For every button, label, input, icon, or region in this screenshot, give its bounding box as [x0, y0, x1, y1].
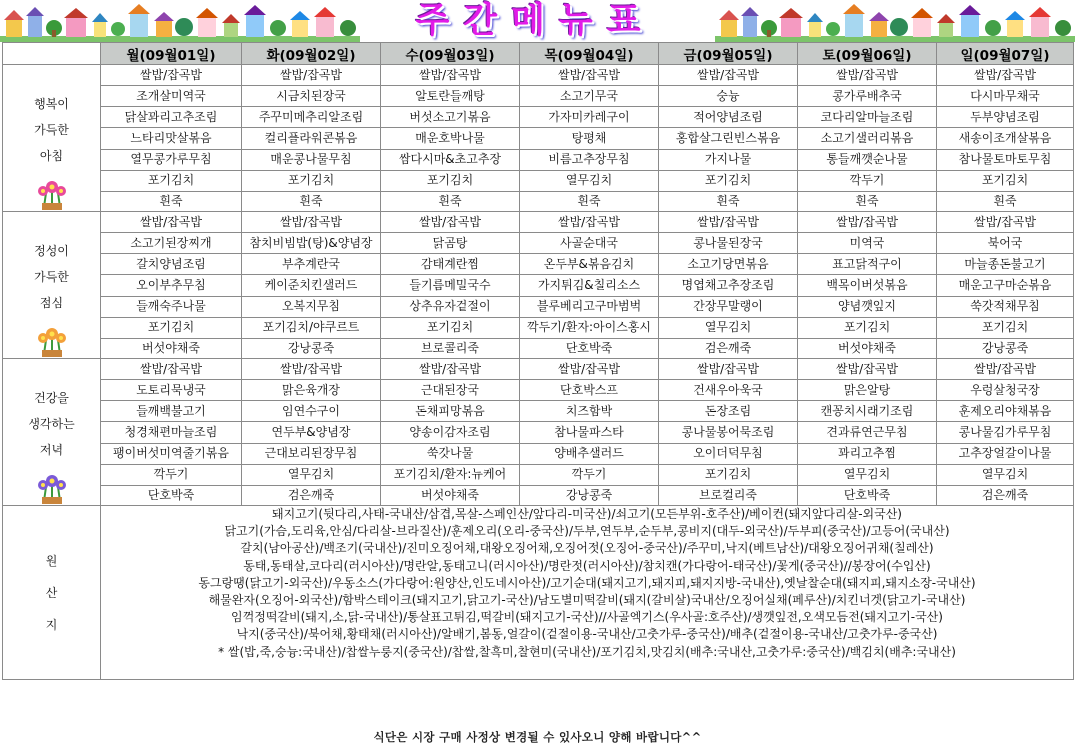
menu-row — [3, 107, 1074, 128]
menu-item: 쌀밥/잡곡밥 — [937, 212, 1074, 233]
porridge-item: 검은깨죽 — [937, 485, 1074, 505]
menu-item: 견과류연근무침 — [798, 422, 937, 443]
day-header: 목(09월04일) — [520, 43, 659, 65]
menu-item: 코다리알마늘조림 — [798, 107, 937, 128]
menu-item: 적어양념조림 — [659, 107, 798, 128]
menu-item: 쌀밥/잡곡밥 — [798, 65, 937, 86]
menu-item: 명엽채고추장조림 — [659, 275, 798, 296]
menu-row — [3, 254, 1074, 275]
menu-item: 느타리맛살볶음 — [101, 128, 242, 149]
porridge-item: 버섯야채죽 — [381, 485, 520, 505]
menu-item: 열무콩가루무침 — [101, 149, 242, 170]
menu-item: 참치비빔밥(탕)&양념장 — [242, 233, 381, 254]
porridge-item: 흰죽 — [520, 191, 659, 211]
menu-item: 소고기된장찌개 — [101, 233, 242, 254]
menu-item: 매운콩나물무침 — [242, 149, 381, 170]
menu-item: 북어국 — [937, 233, 1074, 254]
menu-item: 우렁살청국장 — [937, 380, 1074, 401]
menu-item: 임연수구이 — [242, 401, 381, 422]
porridge-item: 브로콜리죽 — [381, 338, 520, 358]
menu-item: 매운호박나물 — [381, 128, 520, 149]
menu-item: 소고기당면볶음 — [659, 254, 798, 275]
menu-item: 고추장얼갈이나물 — [937, 443, 1074, 464]
porridge-item: 단호박죽 — [101, 485, 242, 505]
porridge-item: 단호박죽 — [520, 338, 659, 358]
menu-item: 깍두기 — [798, 170, 937, 191]
menu-item: 포기김치 — [937, 170, 1074, 191]
menu-item: 케이준치킨샐러드 — [242, 275, 381, 296]
menu-item: 알토란들깨탕 — [381, 86, 520, 107]
day-header-row — [3, 43, 1074, 65]
menu-item: 깍두기/환자:아이스홍시 — [520, 317, 659, 338]
porridge-item: 버섯야채죽 — [798, 338, 937, 358]
menu-item: 돈장조림 — [659, 401, 798, 422]
menu-row — [3, 380, 1074, 401]
menu-item: 도토리묵냉국 — [101, 380, 242, 401]
menu-item: 상추유자겉절이 — [381, 296, 520, 317]
menu-item: 쌀밥/잡곡밥 — [798, 212, 937, 233]
origin-line: * 쌀(밥,죽,숭늉:국내산)/찹쌀누룽지(중국산)/찹쌀,찰흑미,찰현미(국내산)/포기김치,맛김치(배추:국내산,고춧가루:중국산)/백김치(배추:국내산) — [218, 644, 956, 659]
menu-row — [3, 443, 1074, 464]
day-header: 토(09월06일) — [798, 43, 937, 65]
menu-row — [3, 128, 1074, 149]
menu-item: 쌀밥/잡곡밥 — [381, 212, 520, 233]
menu-item: 쌈다시마&초고추장 — [381, 149, 520, 170]
page-title: 주간메뉴표 — [415, 1, 655, 41]
menu-item: 단호박스프 — [520, 380, 659, 401]
origin-line: 갈치(남아공산)/백조기(국내산)/진미오징어채,대왕오징어채,오징어젓(오징어-중국산)/주꾸미,낙지(베트남산)/대왕오징어귀채(칠레산) — [240, 541, 934, 556]
menu-item: 온두부&볶음김치 — [520, 254, 659, 275]
menu-item: 감태계란찜 — [381, 254, 520, 275]
menu-row — [3, 464, 1074, 485]
menu-row — [3, 275, 1074, 296]
origin-line: 낙지(중국산)/북어채,황태채(러시아산)/알배기,봄동,얼갈이(겉절이용-국내산/고춧가루-중국산)/배추(겉절이용-국내산/고춧가루-중국산) — [236, 627, 938, 642]
porridge-row — [3, 191, 1074, 211]
porridge-row — [3, 338, 1074, 358]
menu-item: 쌀밥/잡곡밥 — [937, 359, 1074, 380]
flower-pot-icon — [32, 177, 72, 211]
menu-item: 소고기무국 — [520, 86, 659, 107]
menu-row — [3, 317, 1074, 338]
meal-label — [3, 65, 101, 212]
meal-label-line: 가득한 — [34, 123, 69, 137]
menu-item: 열무김치 — [659, 317, 798, 338]
menu-item: 통들깨깻순나물 — [798, 149, 937, 170]
menu-item: 비름고추장무침 — [520, 149, 659, 170]
porridge-row — [3, 485, 1074, 505]
menu-item: 포기김치 — [242, 170, 381, 191]
meal-label-line: 저녁 — [39, 443, 64, 457]
menu-item: 열무김치 — [798, 464, 937, 485]
menu-item: 콩나물김가루무침 — [937, 422, 1074, 443]
origin-line: 해물완자(오징어-외국산)/함박스테이크(돼지고기,닭고기-국산)/남도별미떡갈비(돼지(갈비살)국내산/오징어실채(페루산)/치킨너겟(닭고기-국내산) — [208, 593, 966, 608]
menu-item: 깍두기 — [101, 464, 242, 485]
menu-item: 오이부추무침 — [101, 275, 242, 296]
notice-text: 식단은 시장 구매 사정상 변경될 수 있사오니 양해 바랍니다^^ — [373, 730, 702, 744]
menu-row — [3, 422, 1074, 443]
menu-item: 근대된장국 — [381, 380, 520, 401]
menu-item: 탕평채 — [520, 128, 659, 149]
menu-row — [3, 359, 1074, 380]
day-header: 화(09월02일) — [242, 43, 381, 65]
menu-item: 포기김치 — [937, 317, 1074, 338]
porridge-item: 브로컬리죽 — [659, 485, 798, 505]
menu-item: 쌀밥/잡곡밥 — [242, 212, 381, 233]
menu-item: 쌀밥/잡곡밥 — [659, 359, 798, 380]
menu-item: 쌀밥/잡곡밥 — [242, 359, 381, 380]
porridge-item: 검은깨죽 — [659, 338, 798, 358]
origin-line: 동태,동태살,코다리(러시아산)/명란알,동태고니(러시아산)/명란젓(러시아산)/참치캔(가다랑어-태국산)/꽃게(중국산)//봉장어(수입산) — [243, 558, 931, 573]
menu-item: 오복지무침 — [242, 296, 381, 317]
menu-item: 열무김치 — [520, 170, 659, 191]
origin-label-line: 산 — [45, 585, 58, 600]
menu-item: 치즈함박 — [520, 401, 659, 422]
origin-line: 임꺽정떡갈비(돼지,소,닭-국내산)/통살표고튀김,떡갈비(돼지고기-국산)//사골엑기스(우사골:호주산)/생깻잎전,오색모듬전(돼지고기-국산) — [231, 610, 943, 625]
menu-item: 버섯소고기볶음 — [381, 107, 520, 128]
menu-item: 오이더덕무침 — [659, 443, 798, 464]
menu-row — [3, 170, 1074, 191]
menu-item: 쌀밥/잡곡밥 — [520, 212, 659, 233]
menu-item: 백목이버섯볶음 — [798, 275, 937, 296]
menu-item: 양송이감자조림 — [381, 422, 520, 443]
meal-label-line: 점심 — [39, 296, 64, 310]
menu-item: 콩나물봉어묵조림 — [659, 422, 798, 443]
porridge-item: 흰죽 — [659, 191, 798, 211]
menu-item: 사골순대국 — [520, 233, 659, 254]
menu-item: 콩가루배추국 — [798, 86, 937, 107]
menu-item: 새송이조개살볶음 — [937, 128, 1074, 149]
menu-item: 맑은육개장 — [242, 380, 381, 401]
menu-row — [3, 212, 1074, 233]
menu-item: 소고기샐러리볶음 — [798, 128, 937, 149]
menu-item: 매운고구마순볶음 — [937, 275, 1074, 296]
origin-label-line: 원 — [45, 553, 58, 568]
menu-row — [3, 401, 1074, 422]
menu-row — [3, 65, 1074, 86]
menu-item: 들깨백불고기 — [101, 401, 242, 422]
meal-label-line: 가득한 — [34, 270, 69, 284]
menu-item: 열무김치 — [937, 464, 1074, 485]
menu-item: 포기김치 — [798, 317, 937, 338]
origin-row — [3, 506, 1074, 680]
menu-item: 시금치된장국 — [242, 86, 381, 107]
meal-label-text — [3, 238, 100, 316]
menu-item: 포기김치 — [659, 464, 798, 485]
flower-pot-icon — [32, 324, 72, 358]
menu-item: 두부양념조림 — [937, 107, 1074, 128]
menu-item: 닭살꽈리고추조림 — [101, 107, 242, 128]
menu-item: 표고닭적구이 — [798, 254, 937, 275]
day-header: 월(09월01일) — [101, 43, 242, 65]
menu-row — [3, 86, 1074, 107]
weekly-menu-table — [2, 42, 1074, 680]
menu-item: 쌀밥/잡곡밥 — [659, 65, 798, 86]
meal-label-line: 행복이 — [34, 97, 69, 111]
menu-item: 부추계란국 — [242, 254, 381, 275]
menu-item: 꽈리고추찜 — [798, 443, 937, 464]
origin-line: 닭고기(가슴,도리육,안심/다리살-브라질산)/훈제오리(오리-중국산)/두부,연두부,순두부,콩비지(대두-외국산)/두부피(중국산)/고등어(국내산) — [224, 524, 950, 539]
origin-line: 동그랑땡(닭고기-외국산)/우동소스(가다랑어:원양산,인도네시아산)/고기순대(돼지고기,돼지피,돼지지방-국내산),옛날찰순대(돼지피,돼지소장-국내산) — [198, 575, 976, 590]
menu-item: 청경채편마늘조림 — [101, 422, 242, 443]
day-header: 일(09월07일) — [937, 43, 1074, 65]
meal-label — [3, 212, 101, 359]
menu-item: 깍두기 — [520, 464, 659, 485]
menu-item: 쌀밥/잡곡밥 — [520, 359, 659, 380]
menu-item: 다시마무채국 — [937, 86, 1074, 107]
meal-label-line: 생각하는 — [28, 417, 75, 431]
day-header: 수(09월03일) — [381, 43, 520, 65]
menu-item: 포기김치 — [101, 317, 242, 338]
meal-label-line: 건강을 — [34, 391, 69, 405]
origin-line: 돼지고기(뒷다리,사태-국내산/삼겹,목살-스페인산/앞다리-미국산)/쇠고기(모든부위-호주산)/베이컨(돼지앞다리살-외국산) — [272, 507, 902, 521]
menu-item: 쌀밥/잡곡밥 — [520, 65, 659, 86]
meal-label-text — [3, 385, 100, 463]
origin-label-line: 지 — [45, 617, 58, 632]
menu-item: 주꾸미메추리알조림 — [242, 107, 381, 128]
menu-item: 팽이버섯미역줄기볶음 — [101, 443, 242, 464]
menu-row — [3, 233, 1074, 254]
menu-row — [3, 149, 1074, 170]
porridge-item: 강낭콩죽 — [520, 485, 659, 505]
porridge-item: 버섯야채죽 — [101, 338, 242, 358]
meal-label-line: 아침 — [39, 149, 64, 163]
porridge-item: 단호박죽 — [798, 485, 937, 505]
menu-item: 쑥갓적채무침 — [937, 296, 1074, 317]
porridge-item: 검은깨죽 — [242, 485, 381, 505]
menu-item: 포기김치/환자:뉴케어 — [381, 464, 520, 485]
porridge-item: 흰죽 — [381, 191, 520, 211]
porridge-item: 강낭콩죽 — [937, 338, 1074, 358]
corner-cell — [3, 43, 101, 65]
menu-item: 포기김치 — [101, 170, 242, 191]
menu-item: 쑥갓나물 — [381, 443, 520, 464]
menu-item: 포기김치 — [659, 170, 798, 191]
menu-item: 가지튀김&칠리소스 — [520, 275, 659, 296]
menu-item: 가자미카레구이 — [520, 107, 659, 128]
flower-pot-icon — [32, 471, 72, 505]
menu-item: 블루베리고구마범벅 — [520, 296, 659, 317]
porridge-item: 흰죽 — [798, 191, 937, 211]
menu-item: 양념깻잎지 — [798, 296, 937, 317]
meal-label-text — [3, 91, 100, 169]
menu-item: 포기김치 — [381, 170, 520, 191]
menu-item: 쌀밥/잡곡밥 — [101, 212, 242, 233]
menu-item: 쌀밥/잡곡밥 — [381, 65, 520, 86]
menu-item: 돈채피망볶음 — [381, 401, 520, 422]
menu-item: 들깨숙주나물 — [101, 296, 242, 317]
menu-item: 포기김치 — [381, 317, 520, 338]
header-banner — [0, 0, 1075, 44]
menu-item: 캔꽁치시래기조림 — [798, 401, 937, 422]
menu-item: 참나물파스타 — [520, 422, 659, 443]
menu-item: 쌀밥/잡곡밥 — [798, 359, 937, 380]
meal-label-line: 정성이 — [34, 244, 69, 258]
porridge-item: 흰죽 — [101, 191, 242, 211]
day-header: 금(09월05일) — [659, 43, 798, 65]
menu-item: 참나물토마토무침 — [937, 149, 1074, 170]
menu-item: 근대보리된장무침 — [242, 443, 381, 464]
menu-item: 콩나물된장국 — [659, 233, 798, 254]
menu-row — [3, 296, 1074, 317]
menu-item: 홍합살그린빈스볶음 — [659, 128, 798, 149]
menu-item: 조개살미역국 — [101, 86, 242, 107]
menu-item: 갈치양념조림 — [101, 254, 242, 275]
meal-label — [3, 359, 101, 506]
menu-item: 쌀밥/잡곡밥 — [101, 65, 242, 86]
menu-item: 연두부&양념장 — [242, 422, 381, 443]
menu-item: 컬리플라워콘볶음 — [242, 128, 381, 149]
menu-item: 닭곰탕 — [381, 233, 520, 254]
menu-item: 양배추샐러드 — [520, 443, 659, 464]
menu-item: 쌀밥/잡곡밥 — [659, 212, 798, 233]
menu-item: 미역국 — [798, 233, 937, 254]
menu-item: 들기름메밀국수 — [381, 275, 520, 296]
menu-item: 훈제오리야채볶음 — [937, 401, 1074, 422]
menu-item: 쌀밥/잡곡밥 — [937, 65, 1074, 86]
porridge-item: 흰죽 — [937, 191, 1074, 211]
origin-list — [101, 506, 1074, 680]
porridge-item: 강낭콩죽 — [242, 338, 381, 358]
menu-item: 숭늉 — [659, 86, 798, 107]
menu-item: 열무김치 — [242, 464, 381, 485]
menu-item: 마늘종돈불고기 — [937, 254, 1074, 275]
menu-item: 맑은알탕 — [798, 380, 937, 401]
menu-item: 간장무말랭이 — [659, 296, 798, 317]
menu-item: 쌀밥/잡곡밥 — [101, 359, 242, 380]
menu-item: 쌀밥/잡곡밥 — [381, 359, 520, 380]
menu-item: 쌀밥/잡곡밥 — [242, 65, 381, 86]
menu-item: 포기김치/야쿠르트 — [242, 317, 381, 338]
origin-label — [3, 506, 101, 680]
menu-item: 건새우아욱국 — [659, 380, 798, 401]
porridge-item: 흰죽 — [242, 191, 381, 211]
menu-item: 가지나물 — [659, 149, 798, 170]
